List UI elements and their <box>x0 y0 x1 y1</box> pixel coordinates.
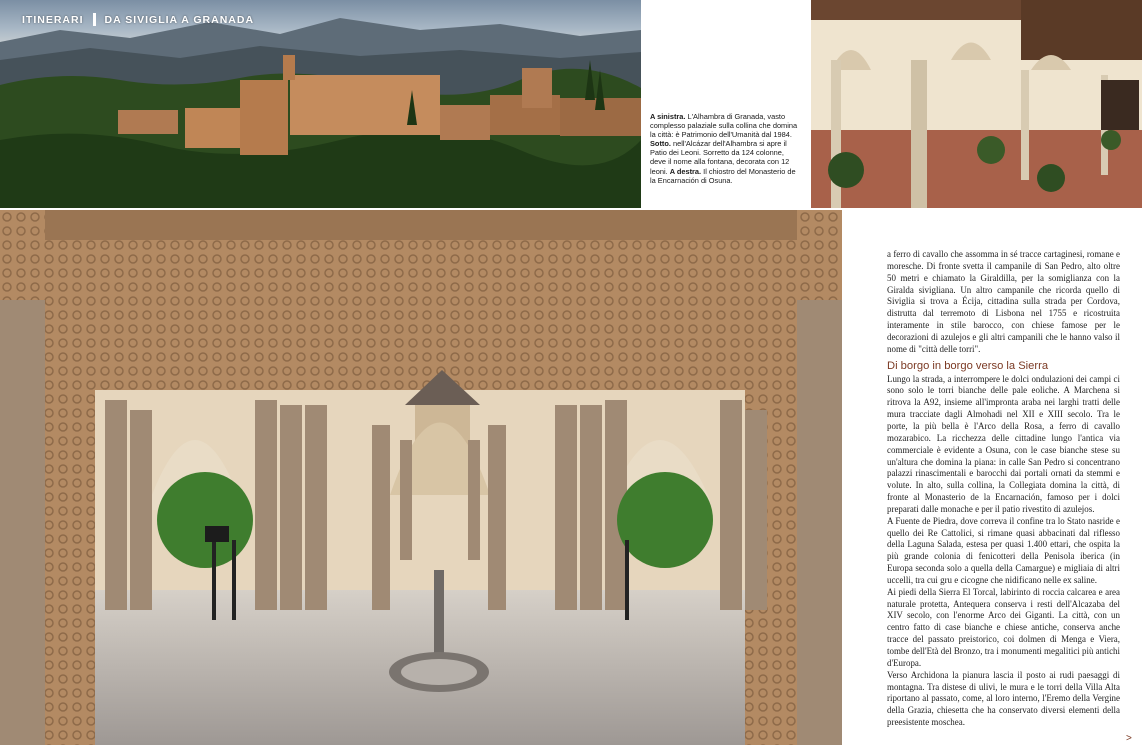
section-title: DA SIVIGLIA A GRANADA <box>104 13 255 26</box>
caption-text-right: Il chiostro del Monasterio de la Encarnación di Osuna. <box>650 166 796 185</box>
paragraph: a ferro di cavallo che assomma in sé tracce cartaginesi, romane e moresche. Di fronte svetta il campanile di San Pedro, alto oltre 50 metri e chiamato la Giraldilla, per la somiglianza con la Giralda sivigliana. Un altro campanile che ricorda quello di Siviglia si trova a Écija, cittadina sulla strada per Cordova, distrutta dal terremoto di Lisbona nel 1755 e ricostruita interamente in stile barocco, con chiese famose per le decorazioni di azulejos e gli altri campanili che le hanno valso il nome di "città delle torri". <box>887 249 1120 354</box>
next-page-arrow[interactable]: > <box>1126 733 1132 744</box>
header-divider <box>93 13 96 26</box>
patio-leones-photo <box>0 210 842 745</box>
section-label: ITINERARI <box>22 13 84 26</box>
cloister-photo <box>811 0 1142 208</box>
patio-illustration <box>0 210 842 745</box>
alhambra-illustration <box>0 0 641 208</box>
alhambra-photo <box>0 0 641 208</box>
caption-lead-left: A sinistra. <box>650 112 686 121</box>
paragraph: Ai piedi della Sierra El Torcal, labirinto di roccia calcarea e area naturale protetta, Antequera conserva i resti dell'Alcazaba del XIV secolo, con l'enorme Arco dei Giganti. La città, con un centro fatto di case bianche e chiese antiche, conserva anche tracce del passato preistorico, coi dolmen di Menga e Viera, tombe dell'Età del Bronzo, tra i monumenti megalitici più antichi d'Europa. <box>887 586 1120 668</box>
paragraph: Lungo la strada, a interrompere le dolci ondulazioni dei campi ci sono solo le torri bianche delle pale eoliche. A Marchena si ritrova la A92, insieme all'impronta araba nei larghi tratti delle mura tracciate dagli Almohadi nel XII e XIII secolo. Tra le porte, la più bella è l'Arco della Rosa, a ferro di cavallo mozarabico. La ricchezza delle cittadine lungo l'antica via commerciale è evidente a Osuna, con le case bianche stese su un'altura che domina la piana: in calle San Pedro si concentrano palazzi rinascimentali e barocchi dai portali ornati da stemmi e volute. In alto, sulla collina, la Collegiata domina la città, di fronte al Monasterio de la Encarnación, famoso per i dolci preparati dalle monache e per il patio rivestito di azulejos. <box>887 373 1120 514</box>
article-body <box>887 249 1120 729</box>
cloister-illustration <box>811 0 1142 208</box>
paragraph: A Fuente de Piedra, dove correva il confine tra lo Stato nasride e quello dei Re Cattolici, si rimane quasi abbacinati dal riflesso della Laguna Salada, estesa per quasi 1.400 ettari, che ospita la più grande colonia di fenicotteri della Penisola iberica (in Europa seconda solo a quella della Camargue) e migliaia di altri uccelli, tra cui gru e cicogne che nidificano nelle ex saline. <box>887 515 1120 585</box>
caption-lead-right: A destra. <box>669 166 702 176</box>
caption-text-below: nell'Alcázar dell'Alhambra si apre il Patio dei Leoni. Sorretto da 124 colonne, deve il nome alla fontana, decorata con 12 leoni. <box>650 139 790 176</box>
caption-text-left: L'Alhambra di Granada, vasto complesso palaziale sulla collina che domina la città: è Patrimonio dell'Umanità dal 1984. <box>650 112 798 140</box>
section-heading: Di borgo in borgo verso la Sierra <box>887 359 1049 372</box>
section-header <box>22 13 254 26</box>
photo-caption <box>650 112 798 185</box>
caption-lead-below: Sotto. <box>650 139 671 149</box>
paragraph: Verso Archidona la pianura lascia il posto ai rudi paesaggi di montagna. Tra distese di ulivi, le mura e le torri della Villa Alta riportano al passato, come, al loro interno, l'Eremo della Vergine della Grazia, chiesetta che ha conservato diversi elementi della preesistente moschea. <box>887 669 1120 728</box>
